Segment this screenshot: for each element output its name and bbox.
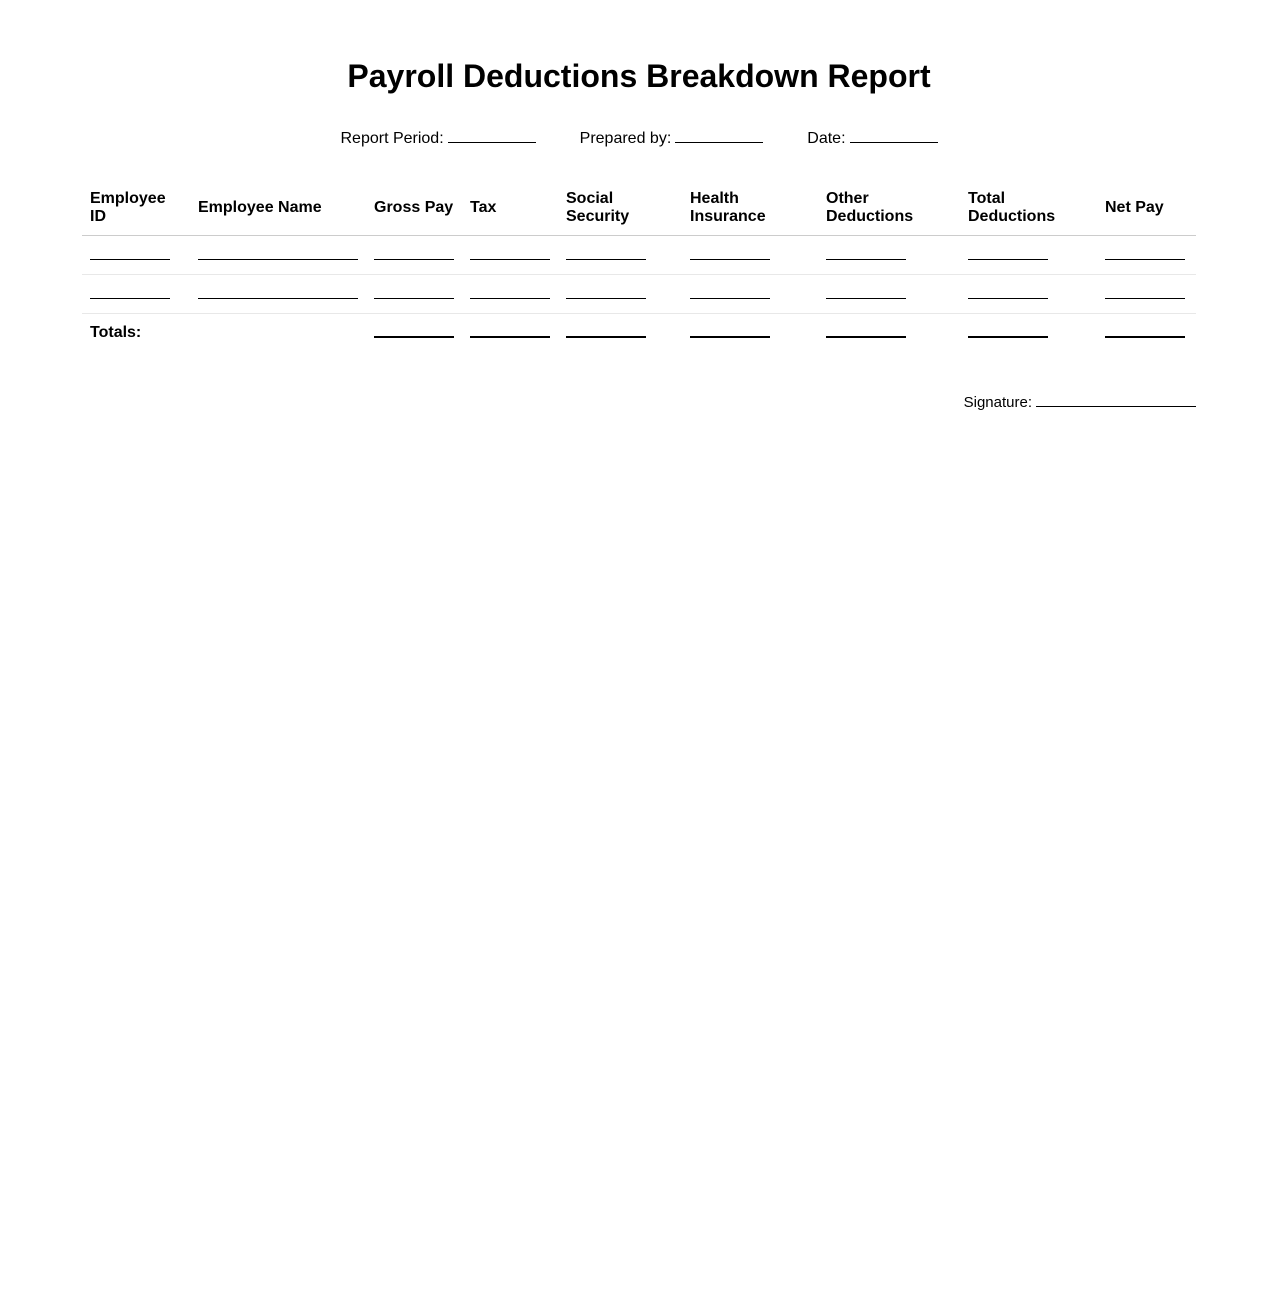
health-insurance-blank[interactable] xyxy=(690,259,770,260)
signature-blank[interactable] xyxy=(1036,392,1196,407)
net-pay-blank[interactable] xyxy=(1105,298,1185,299)
tax-blank[interactable] xyxy=(470,259,550,260)
header-gross-pay: Gross Pay xyxy=(366,180,462,236)
gross-pay-blank[interactable] xyxy=(374,298,454,299)
report-period-field[interactable] xyxy=(340,128,535,148)
report-period-blank[interactable] xyxy=(448,128,536,143)
header-net-pay: Net Pay xyxy=(1097,180,1196,236)
date-label: Date: xyxy=(807,130,846,147)
other-deductions-total-blank[interactable] xyxy=(826,336,906,338)
total-deductions-blank[interactable] xyxy=(968,259,1048,260)
other-deductions-blank[interactable] xyxy=(826,298,906,299)
header-health-insurance: Health Insurance xyxy=(682,180,818,236)
date-blank[interactable] xyxy=(850,128,938,143)
header-social-security: Social Security xyxy=(558,180,682,236)
page-title: Payroll Deductions Breakdown Report xyxy=(347,58,931,94)
prepared-by-blank[interactable] xyxy=(675,128,763,143)
tax-total-blank[interactable] xyxy=(470,336,550,338)
gross-pay-total-blank[interactable] xyxy=(374,336,454,338)
tax-blank[interactable] xyxy=(470,298,550,299)
health-insurance-blank[interactable] xyxy=(690,298,770,299)
signature-label: Signature: xyxy=(963,394,1032,411)
header-employee-id: Employee ID xyxy=(82,180,190,236)
signature-field[interactable] xyxy=(964,392,1196,411)
date-field[interactable] xyxy=(807,128,937,148)
header-other-deductions: Other Deductions xyxy=(818,180,960,236)
other-deductions-blank[interactable] xyxy=(826,259,906,260)
employee-id-blank[interactable] xyxy=(90,259,170,260)
deductions-table xyxy=(82,180,1196,352)
employee-name-blank[interactable] xyxy=(198,298,358,299)
report-meta xyxy=(0,128,1278,148)
net-pay-blank[interactable] xyxy=(1105,259,1185,260)
health-insurance-total-blank[interactable] xyxy=(690,336,770,338)
table-header-row xyxy=(82,180,1196,236)
prepared-by-label: Prepared by: xyxy=(579,130,672,147)
report-period-label: Report Period: xyxy=(340,130,444,147)
net-pay-total-blank[interactable] xyxy=(1105,336,1185,338)
totals-label: Totals: xyxy=(90,324,142,341)
gross-pay-blank[interactable] xyxy=(374,259,454,260)
prepared-by-field[interactable] xyxy=(580,128,764,148)
social-security-blank[interactable] xyxy=(566,298,646,299)
totals-row xyxy=(82,314,1196,353)
social-security-blank[interactable] xyxy=(566,259,646,260)
employee-name-blank[interactable] xyxy=(198,259,358,260)
header-tax: Tax xyxy=(462,180,558,236)
employee-id-blank[interactable] xyxy=(90,298,170,299)
table-row xyxy=(82,236,1196,275)
header-employee-name: Employee Name xyxy=(190,180,366,236)
total-deductions-total-blank[interactable] xyxy=(968,336,1048,338)
total-deductions-blank[interactable] xyxy=(968,298,1048,299)
header-total-deductions: Total Deductions xyxy=(960,180,1097,236)
social-security-total-blank[interactable] xyxy=(566,336,646,338)
table-row xyxy=(82,275,1196,314)
